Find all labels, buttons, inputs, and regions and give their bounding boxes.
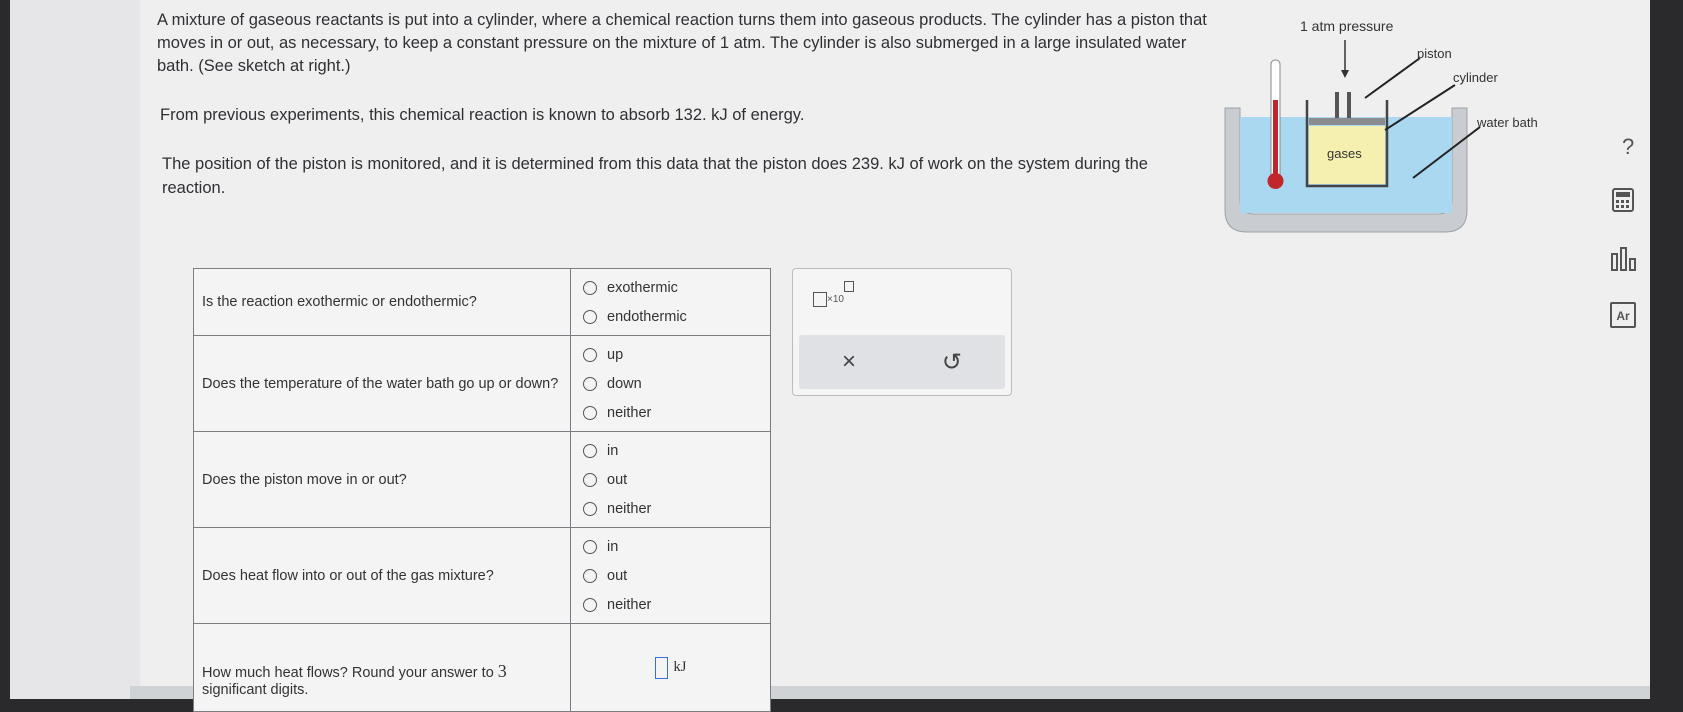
table-row <box>194 336 771 432</box>
option-label: in <box>607 442 619 459</box>
water-bath-label: water bath <box>1477 115 1538 130</box>
options-heat-flow <box>571 528 771 624</box>
option-label: neither <box>607 500 652 517</box>
question-exo-endo: Is the reaction exothermic or endothermic? <box>194 269 571 336</box>
option-down[interactable] <box>583 369 770 398</box>
option-label: down <box>607 375 642 392</box>
options-exo-endo <box>571 269 771 336</box>
option-endothermic[interactable] <box>583 302 770 331</box>
radio-out[interactable] <box>583 473 597 487</box>
radio-neither[interactable] <box>583 598 597 612</box>
question-table <box>193 268 771 712</box>
heat-question-digits: 3 <box>497 661 507 681</box>
radio-neither[interactable] <box>583 502 597 516</box>
options-piston <box>571 432 771 528</box>
option-label: exothermic <box>607 279 678 296</box>
table-row <box>194 269 771 336</box>
option-out[interactable] <box>583 561 770 590</box>
periodic-table-icon[interactable] <box>1610 302 1636 328</box>
option-out[interactable] <box>583 465 770 494</box>
answer-tools-panel <box>792 268 1012 396</box>
option-label: endothermic <box>607 308 687 325</box>
problem-paragraph-1 <box>157 9 1207 78</box>
apparatus-sketch <box>1215 0 1555 245</box>
cylinder-label: cylinder <box>1453 70 1498 85</box>
radio-down[interactable] <box>583 377 597 391</box>
radio-out[interactable] <box>583 569 597 583</box>
question-piston: Does the piston move in or out? <box>194 432 571 528</box>
gases-label: gases <box>1327 146 1362 161</box>
scientific-notation-button[interactable] <box>813 291 854 307</box>
piston <box>1309 118 1385 125</box>
sci-label: ×10 <box>827 294 844 305</box>
table-row <box>194 624 771 712</box>
option-label: up <box>607 346 624 363</box>
radio-in[interactable] <box>583 540 597 554</box>
paragraph-1-text: A mixture of gaseous reactants is put into a cylinder, where a chemical reaction turns them into gaseous products. The cylinder has a piston that moves in or out, as necessary, to keep a constant pressure on the mixture of 1 atm. The cylinder is also submerged in a large insulated water bath. (See sketch at right.) <box>157 11 1207 75</box>
heat-question-suffix: significant digits. <box>202 682 309 698</box>
heat-answer <box>572 657 769 679</box>
heat-question-prefix: How much heat flows? Round your answer to <box>202 665 494 681</box>
piston-label: piston <box>1417 46 1452 61</box>
radio-exothermic[interactable] <box>583 281 597 295</box>
option-label: out <box>607 471 628 488</box>
option-label: out <box>607 567 628 584</box>
radio-up[interactable] <box>583 348 597 362</box>
option-label: in <box>607 538 619 555</box>
option-in[interactable] <box>583 436 770 465</box>
option-exothermic[interactable] <box>583 273 770 302</box>
table-row <box>194 528 771 624</box>
heat-answer-input[interactable] <box>655 657 668 679</box>
undo-button[interactable]: ↺ <box>941 348 963 376</box>
option-neither[interactable] <box>583 590 770 619</box>
option-up[interactable] <box>583 340 770 369</box>
option-label: neither <box>607 404 652 421</box>
unit-label: kJ <box>673 659 687 675</box>
problem-paragraph-3: The position of the piston is monitored, and it is determined from this data that the piston does 239. kJ of work on the system during the reaction. <box>162 155 1148 197</box>
left-gutter <box>10 0 140 699</box>
radio-in[interactable] <box>583 444 597 458</box>
clear-button[interactable]: × <box>841 348 856 375</box>
question-water-temp: Does the temperature of the water bath go up or down? <box>194 336 571 432</box>
table-row <box>194 432 771 528</box>
options-water-temp <box>571 336 771 432</box>
option-in[interactable] <box>583 532 770 561</box>
radio-neither[interactable] <box>583 406 597 420</box>
calculator-icon[interactable] <box>1611 188 1635 218</box>
pressure-label: 1 atm pressure <box>1300 18 1394 34</box>
periodic-label: Ar <box>1610 302 1636 328</box>
option-neither[interactable] <box>583 398 770 427</box>
question-heat-flow: Does heat flow into or out of the gas mixture? <box>194 528 571 624</box>
question-heat-amount <box>194 624 571 712</box>
bar-chart-icon[interactable] <box>1610 246 1638 278</box>
action-bar <box>799 335 1005 389</box>
heat-answer-cell <box>571 624 771 712</box>
option-neither[interactable] <box>583 494 770 523</box>
problem-paragraph-2: From previous experiments, this chemical reaction is known to absorb 132. kJ of energy. <box>160 106 805 124</box>
thermometer-bulb <box>1268 173 1284 189</box>
radio-endothermic[interactable] <box>583 310 597 324</box>
option-label: neither <box>607 596 652 613</box>
help-icon[interactable]: ? <box>1622 134 1635 159</box>
